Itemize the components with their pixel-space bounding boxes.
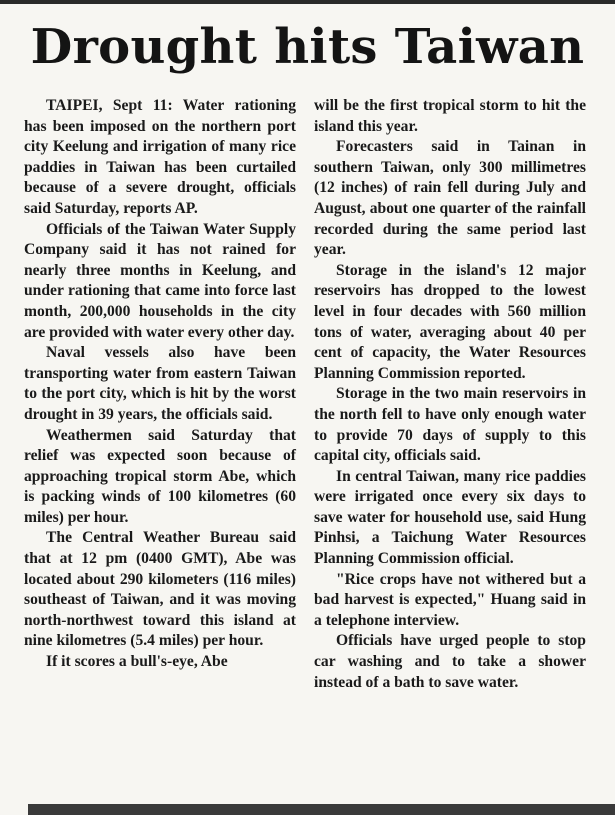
paragraph: Officials have urged people to stop car washing and to take a shower instead of a bath to save water. bbox=[314, 632, 586, 691]
paragraph: Naval vessels also have been transporting water from eastern Taiwan to the port city, which is hit by the worst drought in 39 years, the officials said. bbox=[24, 344, 296, 423]
paragraph: TAIPEI, Sept 11: Water rationing has been imposed on the northern port city Keelung and irrigation of many rice paddies in Taiwan has been curtailed because of a severe drought, officials said Saturday, reports AP. bbox=[24, 97, 296, 217]
paragraph: Forecasters said in Tainan in southern Taiwan, only 300 millimetres (12 inches) of rain fell during July and August, about one quarter of the rainfall recorded during the same period last year. bbox=[314, 138, 586, 259]
paragraph: Weathermen said Saturday that relief was expected soon because of approaching tropical storm Abe, which is packing winds of 100 kilometres (60 miles) per hour. bbox=[24, 426, 296, 526]
paragraph: Officials of the Taiwan Water Supply Company said it has not rained for nearly three months in Keelung, and under rationing that came into force last month, 200,000 households in the city are provided with water every other day. bbox=[24, 220, 296, 341]
left-column bbox=[24, 96, 296, 673]
paragraph: The Central Weather Bureau said that at 12 pm (0400 GMT), Abe was located about 290 kilometers (116 miles) southeast of Taiwan, and it was moving north-northwest toward this island at nine kilometres (5.4 miles) per hour. bbox=[24, 529, 296, 650]
paragraph: Storage in the two main reservoirs in the north fell to have only enough water to provide 70 days of supply to this capital city, officials said. bbox=[314, 385, 586, 465]
paragraph: "Rice crops have not withered but a bad harvest is expected," Huang said in a telephone interview. bbox=[314, 570, 586, 629]
bottom-edge-band bbox=[28, 804, 615, 815]
headline: Drought hits Taiwan bbox=[30, 19, 585, 75]
top-rule bbox=[0, 0, 615, 4]
paragraph-continuation: will be the first tropical storm to hit the island this year. bbox=[314, 97, 586, 135]
paragraph: Storage in the island's 12 major reservoirs has dropped to the lowest level in four decades with 560 million tons of water, averaging about 40 per cent of capacity, the Water Resources Planning Commission reported. bbox=[314, 261, 586, 382]
right-column bbox=[314, 96, 586, 693]
paragraph: In central Taiwan, many rice paddies were irrigated once every six days to save water for household use, said Hung Pinhsi, a Taichung Water Resources Planning Commission official. bbox=[314, 467, 586, 568]
paragraph: If it scores a bull's-eye, Abe bbox=[46, 653, 228, 671]
